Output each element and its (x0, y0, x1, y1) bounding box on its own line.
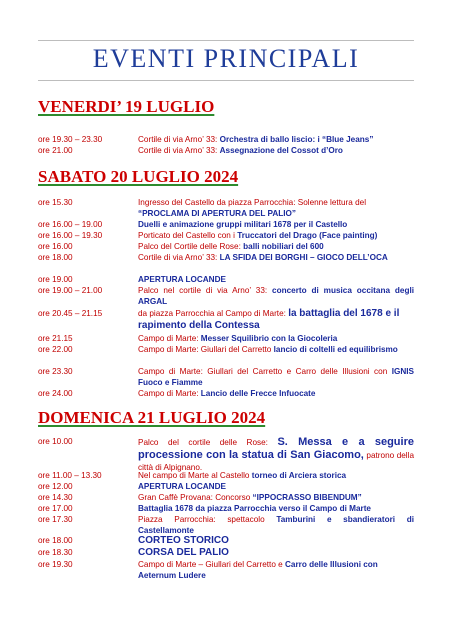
event-text-tail: patrono della città di Alpignano. (138, 451, 414, 472)
event-time: ore 14.30 (38, 493, 73, 502)
event-highlight: Tamburini e sbandieratori di Castellamonte (138, 515, 414, 535)
event-time: ore 19.00 – 21.00 (38, 286, 103, 295)
event-time: ore 16.00 – 19.30 (38, 231, 103, 240)
event-time: ore 15.30 (38, 198, 73, 207)
event-row (38, 389, 414, 400)
event-text: Palco nel cortile di via Arno’ 33: (138, 286, 273, 295)
event-highlight: Battaglia 1678 da piazza Parrocchia verso il Campo di Marte (138, 504, 371, 513)
event-time: ore 18.30 (38, 548, 73, 557)
event-text: Cortile di via Arno’ 33: (138, 135, 220, 144)
event-highlight: S. Messa e a seguire processione con la statua di San Giacomo, (138, 436, 414, 461)
event-time: ore 21.00 (38, 146, 73, 155)
event-row (38, 367, 414, 388)
day-heading-saturday: SABATO 20 LUGLIO 2024 (38, 167, 239, 186)
event-time: ore 23.30 (38, 367, 73, 376)
top-divider (38, 40, 414, 41)
event-highlight: CORTEO STORICO (138, 535, 229, 546)
event-text: Campo di Marte: (138, 389, 201, 398)
event-text: Cortile di via Arno’ 33: (138, 253, 220, 262)
event-row (38, 198, 414, 219)
event-time: ore 12.00 (38, 482, 73, 491)
event-time: ore 16.00 (38, 242, 73, 251)
event-time: ore 19.30 – 23.30 (38, 135, 103, 144)
event-highlight: APERTURA LOCANDE (138, 275, 226, 284)
event-time: ore 20.45 – 21.15 (38, 309, 103, 318)
event-highlight: APERTURA LOCANDE (138, 482, 226, 491)
event-text: Piazza Parrocchia: spettacolo (138, 515, 277, 524)
event-text: Cortile di via Arno’ 33: (138, 146, 220, 155)
page-title: EVENTI PRINCIPALI (92, 44, 360, 73)
event-highlight: Duelli e animazione gruppi militari 1678 per il Castello (138, 220, 348, 229)
event-highlight: IGNIS Fuoco e Fiamme (138, 367, 414, 387)
event-highlight: Lancio delle Frecce Infuocate (200, 389, 316, 398)
event-time: ore 17.30 (38, 515, 73, 524)
event-text: da piazza Parrocchia al Campo di Marte: (138, 309, 289, 318)
event-row (38, 548, 414, 559)
event-text: Porticato del Castello con i (138, 231, 238, 240)
day-heading-sunday: DOMENICA 21 LUGLIO 2024 (38, 408, 266, 427)
event-text: Campo di Marte – Giullari del Carretto e (138, 560, 285, 569)
event-row (38, 482, 414, 493)
event-text: Ingresso del Castello da piazza Parrocchia: Solenne lettura del (138, 198, 367, 207)
event-time: ore 24.00 (38, 389, 73, 398)
event-row (38, 471, 414, 482)
event-row (38, 436, 414, 474)
event-row (38, 560, 414, 581)
event-time: ore 19.00 (38, 275, 73, 284)
event-highlight: Orchestra di ballo liscio: i “Blue Jeans” (219, 135, 374, 144)
event-text: Gran Caffè Provana: Concorso (138, 493, 253, 502)
event-highlight: LA SFIDA DEI BORGHI – GIOCO DELL’OCA (219, 253, 388, 262)
event-row (38, 334, 414, 345)
event-highlight: “IPPOCRASSO BIBENDUM” (252, 493, 362, 502)
event-row (38, 308, 414, 332)
event-highlight: Carro delle Illusioni con Aeternum Ludere (138, 560, 378, 580)
event-time: ore 18.00 (38, 253, 73, 262)
event-highlight: la battaglia del 1678 e il rapimento della Contessa (138, 308, 400, 331)
event-row (38, 515, 414, 536)
event-text: Palco del cortile delle Rose: (138, 438, 278, 447)
event-row (38, 220, 414, 231)
event-time: ore 22.00 (38, 345, 73, 354)
event-time: ore 16.00 – 19.00 (38, 220, 103, 229)
event-highlight: Messer Squilibrio con la Giocoleria (200, 334, 338, 343)
event-row (38, 504, 414, 515)
event-text: Nel campo di Marte al Castello (138, 471, 252, 480)
event-text: Campo di Marte: (138, 334, 201, 343)
event-highlight: balli nobiliari del 600 (243, 242, 324, 251)
event-text: Palco del Cortile delle Rose: (138, 242, 244, 251)
event-time: ore 21.15 (38, 334, 73, 343)
event-time: ore 17.00 (38, 504, 73, 513)
event-row (38, 231, 414, 242)
event-highlight: concerto di musica occitana degli ARGAL (138, 286, 414, 306)
event-row (38, 345, 414, 356)
event-time: ore 11.00 – 13.30 (38, 471, 102, 480)
event-row (38, 275, 414, 286)
event-row (38, 146, 414, 157)
event-highlight: torneo di Arciera storica (251, 471, 347, 480)
event-row (38, 536, 414, 547)
event-highlight: “PROCLAMA DI APERTURA DEL PALIO” (138, 208, 296, 218)
title-divider (38, 80, 414, 81)
event-highlight: Assegnazione del Cossot d’Oro (219, 146, 343, 155)
event-highlight: Truccatori del Drago (Face painting) (237, 231, 378, 240)
event-row (38, 135, 414, 146)
event-highlight: lancio di coltelli ed equilibrismo (273, 345, 398, 354)
event-row (38, 493, 414, 504)
event-time: ore 10.00 (38, 437, 73, 446)
event-row (38, 242, 414, 253)
event-time: ore 19.30 (38, 560, 73, 569)
event-highlight: CORSA DEL PALIO (138, 547, 229, 558)
event-text: Campo di Marte: Giullari del Carretto e Carro delle Illusioni con (138, 367, 392, 376)
event-row (38, 286, 414, 307)
day-heading-friday: VENERDI’ 19 LUGLIO (38, 97, 215, 116)
event-row (38, 253, 414, 264)
event-text: Campo di Marte: Giullari del Carretto (138, 345, 274, 354)
event-time: ore 18.00 (38, 536, 73, 545)
